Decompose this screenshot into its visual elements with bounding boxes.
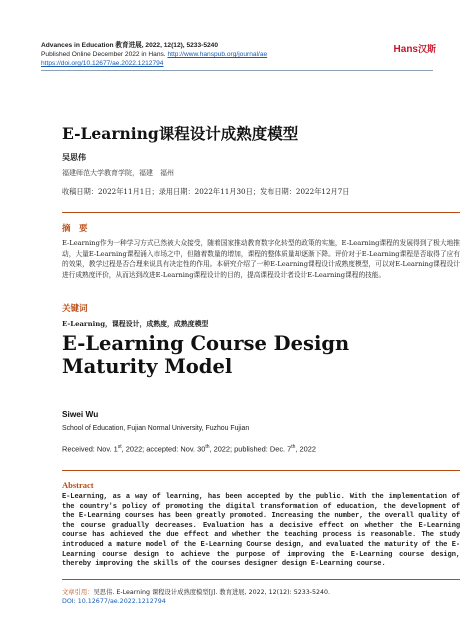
abstract-heading-en: Abstract <box>62 480 94 490</box>
logo-text: Hans <box>393 44 418 55</box>
author-cn: 吴思伟 <box>62 152 86 162</box>
doi-link[interactable]: https://doi.org/10.12677/ae.2022.1212794 <box>41 60 164 67</box>
header-divider <box>41 70 433 71</box>
dates-cn: 收稿日期：2022年11月1日；录用日期：2022年11月30日；发布日期：2022年12月7日 <box>62 187 350 196</box>
page-title-cn: E-Learning课程设计成熟度模型 <box>62 124 299 143</box>
journal-link[interactable]: http://www.hanspub.org/journal/ae <box>167 51 268 58</box>
citation-label: 文章引用： <box>62 589 94 596</box>
citation-block <box>62 588 330 606</box>
page-title-en: E-Learning Course Design Maturity Model <box>62 332 350 378</box>
citation-doi[interactable]: DOI: 10.12677/ae.2022.1212794 <box>62 598 166 605</box>
dates-en: Received: Nov. 1st, 2022; accepted: Nov. 30th, 2022; published: Dec. 7th, 2022 <box>62 444 316 454</box>
journal-line <box>41 42 218 51</box>
keywords-cn: E-Learning，课程设计，成熟度，成熟度模型 <box>62 320 209 328</box>
author-en: Siwei Wu <box>62 409 99 419</box>
affiliation-cn: 福建师范大学教育学院，福建 福州 <box>62 169 174 177</box>
abstract-heading-cn: 摘 要 <box>62 224 88 234</box>
logo-text-cn: 汉斯 <box>417 45 436 55</box>
citation-text: 吴思伟. E-Learning 课程设计成熟度模型[J]. 教育进展, 2022, 12(12): 5233-5240. <box>93 589 331 596</box>
published-prefix: Published Online December 2022 in Hans. <box>41 51 168 58</box>
published-line <box>41 51 267 60</box>
affiliation-en: School of Education, Fujian Normal University, Fuzhou Fujian <box>62 425 250 432</box>
journal-citation: Advances in Education 教育进展, 2022, 12(12), 5233-5240 <box>41 42 219 49</box>
abstract-cn-divider <box>62 212 460 213</box>
abstract-en-divider <box>62 470 460 471</box>
abstract-cn: E-Learning作为一种学习方式已然被大众接受，随着国家推动教育数字化转型的政策的实施，E-Learning课程的发展得到了极大地推动，大量E-Learning课程涌入市场之中，但随着数量的增加，课程的整体质量却逐渐下降。评价对于E-Learning课程是否取得了应有的效果，教学过程是否合理来说具有决定性的作用。本研究介绍了一种E-Learning课程设计成熟度模型，可以对E-Learning课程设计进行成熟度评价，从而达到改进E-Learning课程设计的目的，提高课程设计者设计E-Learning课程的技能。 <box>62 239 460 279</box>
abstract-en: E-Learning, as a way of learning, has been accepted by the public. With the implementation of the country's policy of promoting the digital transformation of education, the development of the E-Learning courses has been greatly promoted. Increasing the number, the overall quality of the course gradually decreases. Evaluation has a decisive effect on whether the E-Learning course has achieved the due effect and whether the teaching process is reasonable. The study introduced a mature model of the E-Learning Course design, and evaluated the maturity of the E-Learning course design to achieve the purpose of improving the E-Learning course design, thereby improving the skills of the courses designer design E-Learning course. <box>62 493 460 569</box>
publisher-logo <box>394 42 436 55</box>
keywords-heading-cn: 关键词 <box>62 304 88 314</box>
citation-line <box>62 588 330 597</box>
doi-line <box>41 60 163 69</box>
citation-divider <box>62 579 460 580</box>
